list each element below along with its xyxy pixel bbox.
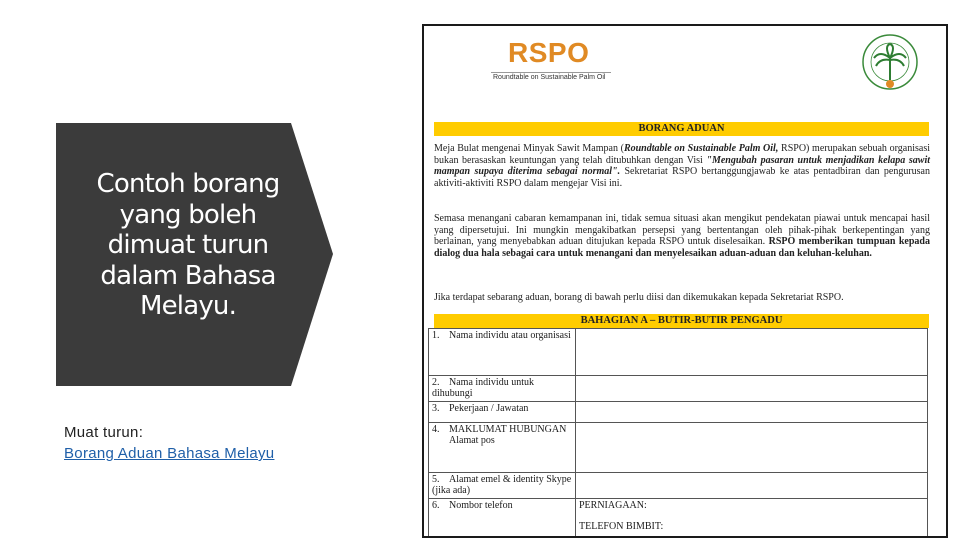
form-value-cell[interactable] xyxy=(576,329,928,376)
download-link[interactable]: Borang Aduan Bahasa Melayu xyxy=(64,445,275,462)
para1-d: "Mengubah pasaran untuk menjadikan kelapa sawit mampan supaya diterima sebagai normal". xyxy=(434,154,931,177)
form-row xyxy=(429,423,928,473)
form-value-cell[interactable] xyxy=(576,473,928,499)
para1-a: Meja Bulat mengenai Minyak Sawit Mampan ( xyxy=(434,143,624,154)
second-paragraph xyxy=(434,213,930,259)
mobile-phone-label: TELEFON BIMBIT: xyxy=(579,521,664,532)
form-value-cell[interactable] xyxy=(576,499,928,539)
row-num: 1. xyxy=(432,330,440,341)
row-label: Nama individu atau organisasi xyxy=(449,330,571,341)
callout-box xyxy=(56,123,333,386)
para2-b: RSPO memberikan tumpuan kepada dialog dua hala sebagai cara untuk menangani dan menyelesaikan aduan-aduan dan keluhan-keluhan. xyxy=(434,236,930,259)
row-label: Alamat emel & identity Skype (jika ada) xyxy=(432,474,572,496)
para1-e: Sekretariat RSPO bertanggungjawab ke atas pentadbiran dan pengurusan aktiviti-aktiviti RSPO dalam mengejar Visi ini. xyxy=(434,166,930,189)
row-num: 2. xyxy=(432,377,440,388)
form-value-cell[interactable] xyxy=(576,376,928,402)
row-num: 5. xyxy=(432,474,440,485)
form-row xyxy=(429,499,928,539)
form-label xyxy=(429,329,576,376)
form-row xyxy=(429,402,928,423)
form-label xyxy=(429,376,576,402)
form-label xyxy=(429,402,576,423)
form-document-image xyxy=(422,24,948,538)
form-label xyxy=(429,473,576,499)
complainant-form-table xyxy=(428,328,928,538)
para1-b: Roundtable on Sustainable Palm Oil, xyxy=(623,143,779,154)
row-label: Nombor telefon xyxy=(449,500,513,511)
para2-a: Semasa menangani cabaran kemampanan ini, tidak semua situasi akan mengikut pendekatan piawai untuk mencapai hasil yang dipersetujui. Ini mungkin mengakibatkan persepsi yang bertentangan oleh pihak-pihak berkepentingan yang berlainan, yang menyebabkan aduan ditujukan kepada RSPO untuk diselesaikan. xyxy=(434,213,930,247)
form-row xyxy=(429,473,928,499)
form-value-cell[interactable] xyxy=(576,402,928,423)
intro-paragraph xyxy=(434,143,930,189)
row-label: MAKLUMAT HUBUNGAN xyxy=(449,424,567,435)
form-label xyxy=(429,423,576,473)
row-label: Nama individu untuk dihubungi xyxy=(432,377,534,399)
form-label xyxy=(429,499,576,539)
third-paragraph: Jika terdapat sebarang aduan, borang di bawah perlu diisi dan dikemukakan kepada Sekretariat RSPO. xyxy=(434,292,844,303)
form-title-bar: BORANG ADUAN xyxy=(434,122,929,136)
rspo-logo-subtitle: Roundtable on Sustainable Palm Oil xyxy=(493,74,606,81)
row-num: 4. xyxy=(432,424,440,435)
row-label: Pekerjaan / Jawatan xyxy=(449,403,529,414)
business-phone-label: PERNIAGAAN: xyxy=(579,500,647,511)
row-sublabel: Alamat pos xyxy=(449,435,495,446)
download-label: Muat turun: xyxy=(64,424,144,441)
form-row xyxy=(429,329,928,376)
form-row xyxy=(429,376,928,402)
para1-c: RSPO) merupakan sebuah organisasi bukan berasaskan keuntungan yang telah ditubuhkan dengan Visi xyxy=(434,143,930,166)
section-a-bar: BAHAGIAN A – BUTIR-BUTIR PENGADU xyxy=(434,314,929,328)
logo-divider xyxy=(491,72,611,73)
callout-text: Contoh borang yang boleh dimuat turun dalam Bahasa Melayu. xyxy=(96,169,280,321)
rspo-logo: RSPO xyxy=(508,37,590,68)
rspo-seal-icon xyxy=(860,32,920,92)
row-num: 6. xyxy=(432,500,440,511)
row-num: 3. xyxy=(432,403,440,414)
form-value-cell[interactable] xyxy=(576,423,928,473)
